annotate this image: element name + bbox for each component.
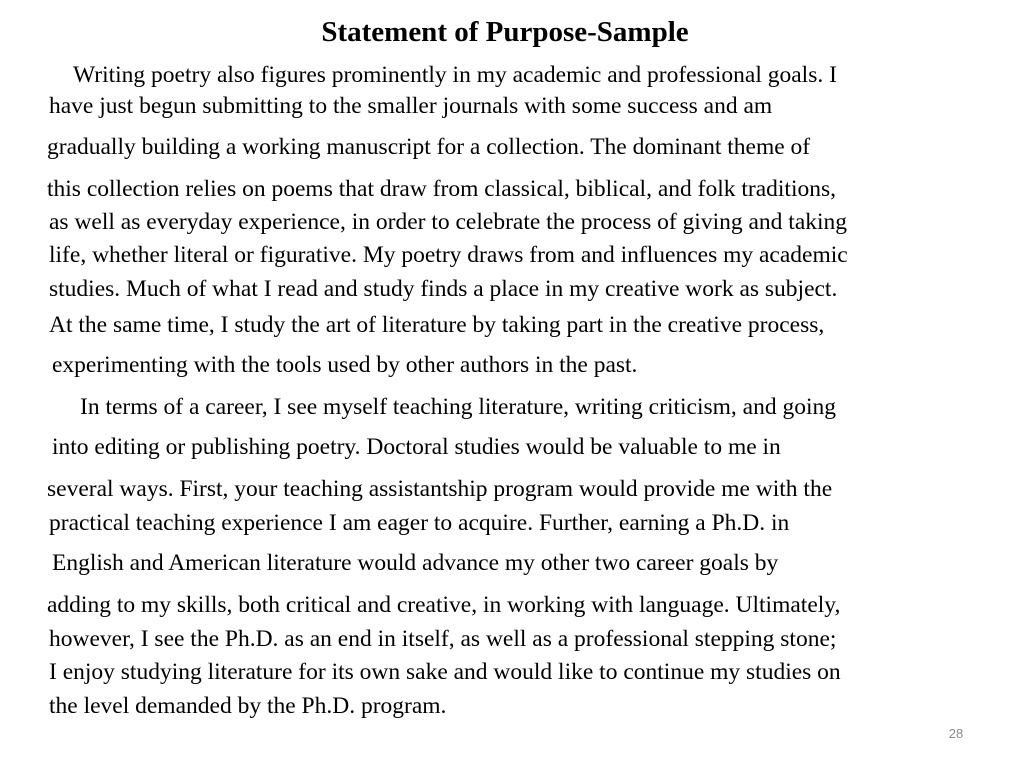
slide-title: Statement of Purpose-Sample	[321, 16, 689, 48]
body-line: however, I see the Ph.D. as an end in itself, as well as a professional stepping stone;	[49, 626, 837, 652]
body-line: experimenting with the tools used by other authors in the past.	[52, 352, 638, 378]
body-line: In terms of a career, I see myself teaching literature, writing criticism, and going	[80, 394, 836, 420]
body-line: I enjoy studying literature for its own sake and would like to continue my studies on	[49, 659, 841, 685]
page-number: 28	[948, 726, 964, 741]
body-line: practical teaching experience I am eager to acquire. Further, earning a Ph.D. in	[49, 510, 790, 536]
body-line: studies. Much of what I read and study finds a place in my creative work as subject.	[49, 276, 838, 302]
body-line: English and American literature would advance my other two career goals by	[52, 550, 779, 576]
body-line: Writing poetry also figures prominently in my academic and professional goals. I	[73, 62, 837, 88]
body-line: as well as everyday experience, in order to celebrate the process of giving and taking	[49, 209, 848, 235]
body-line: life, whether literal or figurative. My poetry draws from and influences my academic	[49, 242, 848, 268]
body-line: this collection relies on poems that draw from classical, biblical, and folk traditions,	[47, 176, 837, 202]
body-line: gradually building a working manuscript for a collection. The dominant theme of	[47, 134, 811, 160]
body-line: into editing or publishing poetry. Doctoral studies would be valuable to me in	[52, 434, 781, 460]
body-line: have just begun submitting to the smaller journals with some success and am	[49, 93, 773, 119]
body-line: several ways. First, your teaching assistantship program would provide me with the	[47, 476, 833, 502]
body-line: the level demanded by the Ph.D. program.	[49, 693, 447, 719]
body-line: At the same time, I study the art of literature by taking part in the creative process,	[49, 312, 825, 338]
body-line: adding to my skills, both critical and creative, in working with language. Ultimately,	[47, 592, 841, 618]
